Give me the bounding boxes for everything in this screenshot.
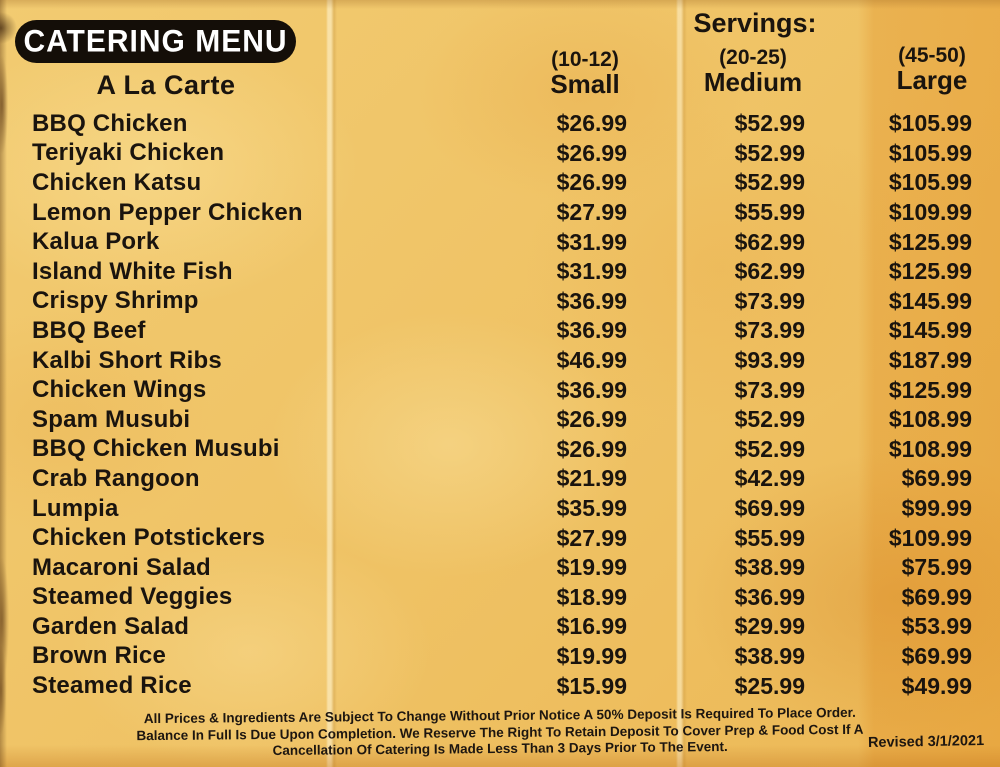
item-price-large: $108.99 — [888, 435, 972, 462]
item-name: Spam Musubi — [32, 405, 191, 433]
item-price-small: $16.99 — [556, 613, 627, 640]
item-price-medium: $73.99 — [734, 287, 805, 314]
serving-size-small: Small — [550, 69, 620, 99]
item-name: Lumpia — [32, 494, 119, 522]
item-name: BBQ Chicken — [32, 109, 188, 137]
item-price-large: $69.99 — [901, 583, 972, 610]
item-price-large: $105.99 — [888, 139, 972, 166]
item-name: Macaroni Salad — [32, 553, 211, 581]
item-name: Kalua Pork — [32, 228, 160, 256]
item-price-medium: $36.99 — [734, 583, 805, 610]
item-name: Crab Rangoon — [32, 464, 200, 492]
item-price-medium: $38.99 — [734, 642, 805, 669]
item-price-large: $105.99 — [888, 110, 972, 137]
item-price-large: $125.99 — [888, 376, 972, 403]
item-price-small: $26.99 — [556, 139, 627, 166]
item-price-small: $21.99 — [556, 465, 627, 492]
item-price-small: $19.99 — [556, 642, 627, 669]
item-price-medium: $55.99 — [734, 199, 805, 226]
item-price-small: $36.99 — [556, 376, 627, 403]
item-name: Garden Salad — [32, 612, 190, 640]
item-price-large: $109.99 — [888, 199, 972, 226]
item-price-large: $105.99 — [888, 169, 972, 196]
item-price-medium: $52.99 — [734, 110, 805, 137]
item-name: Crispy Shrimp — [32, 287, 199, 315]
item-price-small: $36.99 — [556, 287, 627, 314]
item-price-large: $125.99 — [888, 258, 972, 285]
item-price-large: $125.99 — [888, 228, 972, 255]
item-price-large: $53.99 — [901, 613, 972, 640]
item-price-large: $99.99 — [901, 495, 972, 522]
item-price-medium: $73.99 — [734, 376, 805, 403]
item-price-medium: $29.99 — [734, 613, 805, 640]
item-price-medium: $93.99 — [734, 347, 805, 374]
catering-menu-title: CATERING MENU — [23, 23, 288, 59]
item-name: Lemon Pepper Chicken — [32, 198, 303, 226]
item-name: Teriyaki Chicken — [32, 139, 225, 167]
item-price-large: $109.99 — [888, 524, 972, 551]
disclaimer-line-2: Balance In Full Is Due Upon Completion. We Reserve The Right To Retain Deposit To Cover Prep & Food Cost If A — [136, 721, 864, 743]
item-price-large: $69.99 — [901, 465, 972, 492]
item-price-medium: $52.99 — [734, 169, 805, 196]
item-price-small: $31.99 — [556, 228, 627, 255]
item-name: Chicken Wings — [32, 376, 207, 404]
revised-date: Revised 3/1/2021 — [867, 732, 985, 752]
item-price-large: $145.99 — [888, 287, 972, 314]
footer-disclaimer — [0, 704, 1000, 762]
item-price-medium: $52.99 — [734, 435, 805, 462]
item-name: Chicken Katsu — [32, 168, 202, 196]
item-price-medium: $25.99 — [734, 672, 805, 699]
item-price-small: $27.99 — [556, 524, 627, 551]
item-price-small: $46.99 — [556, 347, 627, 374]
item-name: BBQ Beef — [32, 316, 146, 344]
item-price-medium: $55.99 — [734, 524, 805, 551]
item-name: Brown Rice — [32, 642, 167, 670]
item-price-small: $26.99 — [556, 406, 627, 433]
menu-price-table — [0, 109, 972, 701]
item-price-small: $27.99 — [556, 199, 627, 226]
item-price-large: $145.99 — [888, 317, 972, 344]
item-name: Island White Fish — [32, 257, 233, 285]
disclaimer-line-3: Cancellation Of Catering Is Made Less Than 3 Days Prior To The Event. — [272, 739, 728, 758]
item-price-small: $26.99 — [556, 169, 627, 196]
column-header-medium — [673, 45, 833, 95]
item-price-medium: $62.99 — [734, 258, 805, 285]
item-price-large: $187.99 — [888, 347, 972, 374]
item-price-small: $19.99 — [556, 554, 627, 581]
item-price-small: $31.99 — [556, 258, 627, 285]
catering-menu-title-badge — [15, 20, 296, 63]
item-price-small: $36.99 — [556, 317, 627, 344]
item-name: Steamed Rice — [32, 672, 192, 700]
serving-range-large: (45-50) — [898, 44, 966, 67]
servings-header: Servings: — [693, 8, 817, 38]
item-price-medium: $73.99 — [734, 317, 805, 344]
serving-size-medium: Medium — [703, 67, 803, 97]
item-name: Steamed Veggies — [32, 583, 233, 611]
serving-size-large: Large — [896, 65, 968, 95]
item-price-small: $18.99 — [556, 583, 627, 610]
section-title-a-la-carte: A La Carte — [96, 70, 236, 100]
item-price-small: $35.99 — [556, 495, 627, 522]
column-header-large — [852, 43, 1000, 93]
item-price-medium: $42.99 — [734, 465, 805, 492]
serving-range-small: (10-12) — [551, 48, 619, 71]
item-price-large: $49.99 — [901, 672, 972, 699]
item-price-medium: $69.99 — [734, 495, 805, 522]
disclaimer-line-1: All Prices & Ingredients Are Subject To Change Without Prior Notice A 50% Deposit Is Required To Place Order. — [143, 704, 856, 727]
item-price-large: $108.99 — [888, 406, 972, 433]
item-price-small: $15.99 — [556, 672, 627, 699]
item-price-medium: $52.99 — [734, 406, 805, 433]
item-price-small: $26.99 — [556, 435, 627, 462]
item-name: Chicken Potstickers — [32, 524, 266, 552]
item-price-large: $69.99 — [901, 642, 972, 669]
item-price-medium: $62.99 — [734, 228, 805, 255]
item-price-medium: $38.99 — [734, 554, 805, 581]
column-header-small — [505, 47, 665, 97]
item-name: Kalbi Short Ribs — [32, 346, 222, 374]
serving-range-medium: (20-25) — [719, 46, 787, 69]
item-price-large: $75.99 — [901, 554, 972, 581]
item-price-medium: $52.99 — [734, 139, 805, 166]
item-name: BBQ Chicken Musubi — [32, 435, 280, 463]
item-price-small: $26.99 — [556, 110, 627, 137]
